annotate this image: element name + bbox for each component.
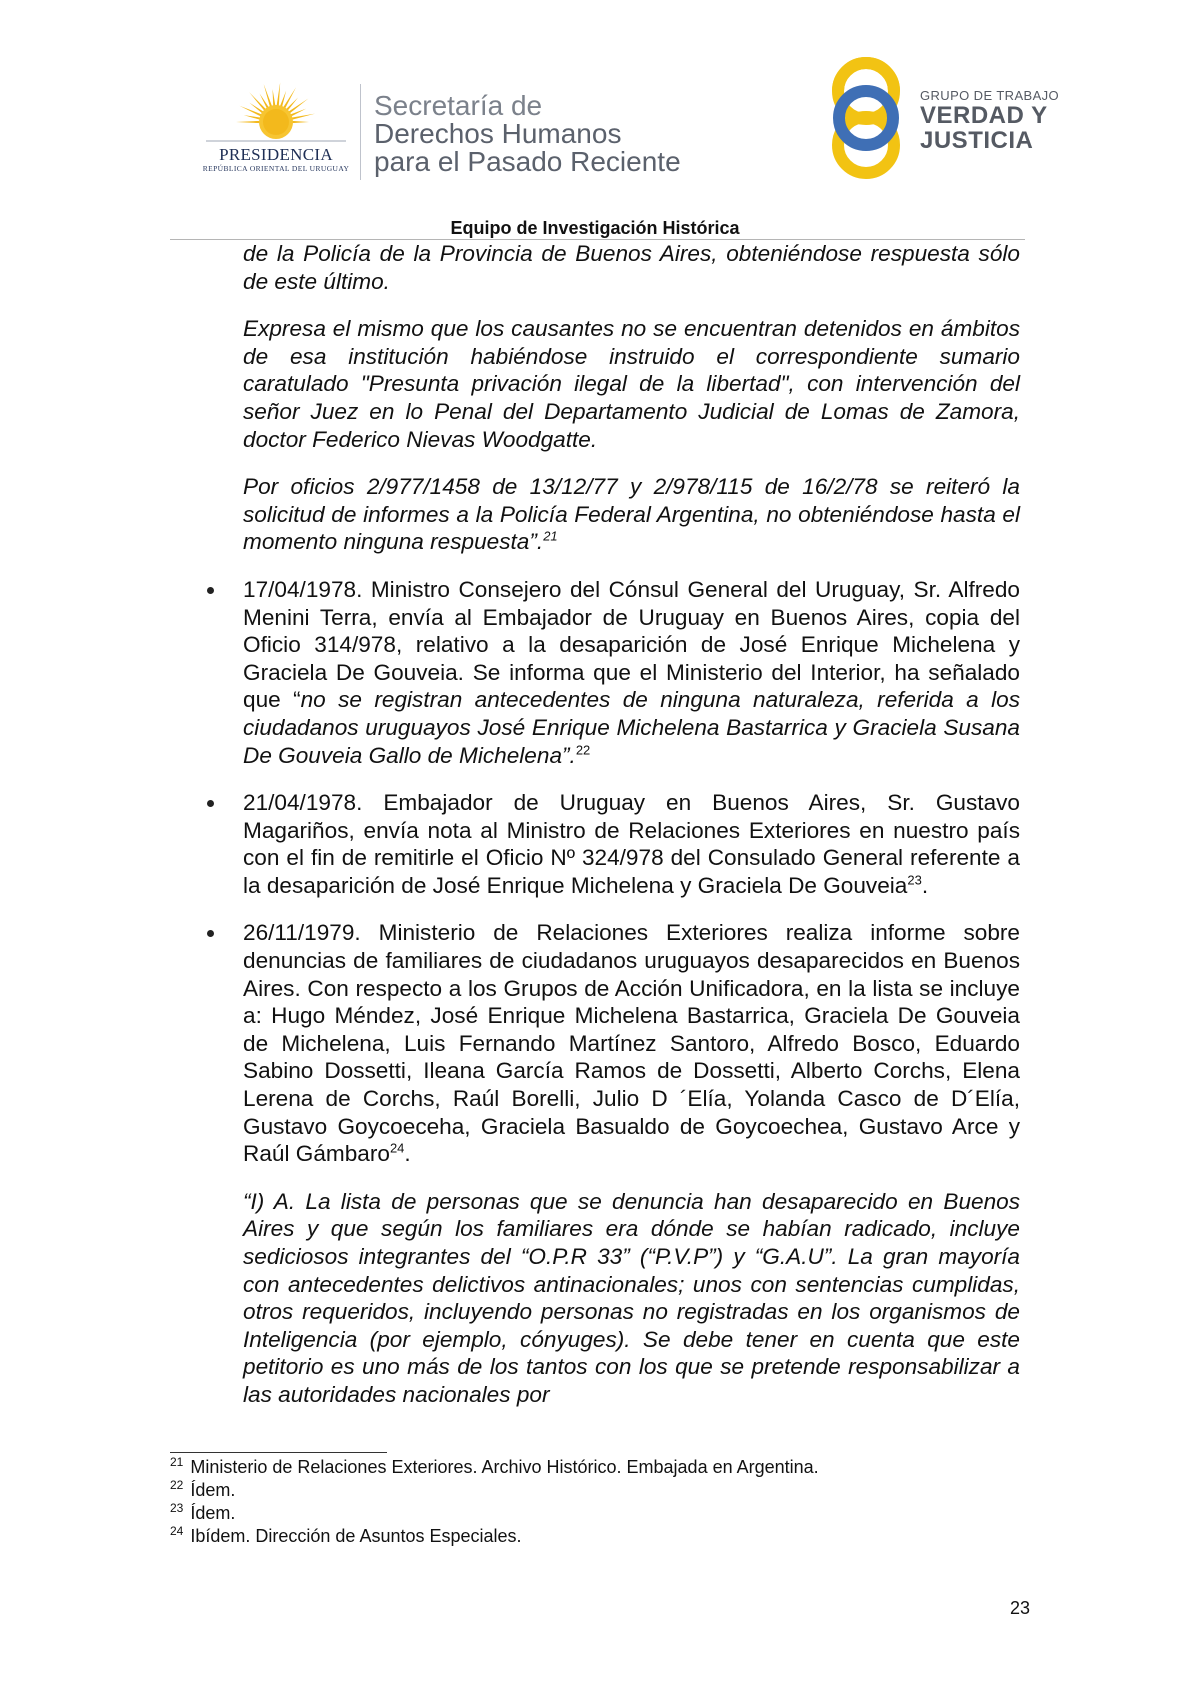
sun-ray	[283, 87, 296, 108]
footnote-number: 22	[170, 1478, 184, 1492]
sun-ray	[273, 89, 276, 106]
list-item	[243, 576, 1020, 769]
paragraph-quote-1: Expresa el mismo que los causantes no se encuentran detenidos en ámbitos de esa institución habiéndose instruido el correspondiente sumario caratulado "Presunta privación ilegal de la libertad", con intervención del señor Juez en lo Penal del Departamento Judicial de Lomas de Zamora, doctor Federico Nievas Woodgatte.	[243, 316, 1020, 452]
gtvj-small-label: GRUPO DE TRABAJO	[920, 88, 1060, 103]
list-item-text: 21/04/1978. Embajador de Uruguay en Buenos Aires, Sr. Gustavo Magariños, envía nota al Ministro de Relaciones Exteriores en nuestro país con el fin de remitirle el Oficio Nº 324/978 del Consulado General referente a la desaparición de José Enrique Michelena y Graciela De Gouveia	[243, 790, 1020, 898]
bullet-icon	[207, 930, 214, 937]
footnote-21	[170, 1456, 1030, 1479]
footnote-23	[170, 1502, 1030, 1525]
sun-ray	[277, 82, 281, 106]
footnote-number: 23	[170, 1501, 184, 1515]
sun-ray	[291, 114, 315, 120]
footnote-22	[170, 1479, 1030, 1502]
list-item-text: 26/11/1979. Ministerio de Relaciones Exteriores realiza informe sobre denuncias de familiares de ciudadanos uruguayos desaparecidos en Buenos Aires. Con respecto a los Grupos de Acción Unificadora, en la lista se incluye a: Hugo Méndez, José Enrique Michelena Bastarrica, Graciela De Gouveia de Michelena, Luis Fernando Martínez Santoro, Alfredo Bosco, Eduardo Sabino Dossetti, Ileana García Ramos de Dossetti, Alberto Corchs, Elena Lerena de Corchs, Raúl Borelli, Julio D ´Elía, Yolanda Casco de D´Elía, Gustavo Goycoeceha, Graciela Basualdo de Goycoechea, Gustavo Arce y Raúl Gámbaro	[243, 920, 1020, 1167]
sun-ray	[292, 121, 309, 123]
list-item-end: .	[921, 872, 929, 898]
page-number: 23	[1009, 1598, 1030, 1618]
footnote-separator	[170, 1452, 387, 1453]
list-item	[243, 919, 1020, 1167]
secretaria-line-3: para el Pasado Reciente	[374, 146, 681, 177]
footnote-text: Ídem.	[190, 1480, 236, 1500]
paragraph-quote-2	[243, 473, 1020, 556]
header-divider	[360, 84, 361, 180]
verdad-justicia-rings-logo	[817, 55, 915, 181]
footnote-text: Ídem.	[190, 1503, 236, 1523]
sun-ray	[244, 115, 261, 120]
gtvj-line-1: VERDAD Y	[920, 102, 1048, 129]
secretaria-line-1: Secretaría de	[374, 90, 543, 121]
footnote-ref-22[interactable]: 22	[575, 741, 591, 757]
footnote-text: Ministerio de Relaciones Exteriores. Archivo Histórico. Embajada en Argentina.	[190, 1457, 819, 1477]
paragraph-text: Por oficios 2/977/1458 de 13/12/77 y 2/978/115 de 16/2/78 se reiteró la solicitud de informes a la Policía Federal Argentina, no obteniéndose hasta el momento ninguna respuesta”.	[243, 474, 1020, 555]
footnote-number: 21	[170, 1455, 184, 1469]
presidencia-subtitle: REPÚBLICA ORIENTAL DEL URUGUAY	[202, 164, 350, 173]
footnote-ref-21[interactable]: 21	[543, 528, 558, 544]
sun-ray	[286, 97, 298, 110]
secretaria-line-2: Derechos Humanos	[374, 118, 622, 149]
footnotes	[170, 1456, 1030, 1548]
verdad-justicia-wordmark	[920, 88, 1059, 153]
list-item	[243, 789, 1020, 899]
footnote-number: 24	[170, 1524, 184, 1538]
list-item-quote: no se registran antecedentes de ninguna naturaleza, referida a los ciudadanos uruguayos José Enrique Michelena Bastarrica y Graciela Susana De Gouveia Gallo de Michelena”.	[243, 687, 1021, 768]
paragraph-continued: de la Policía de la Provincia de Buenos Aires, obteniéndose respuesta sólo de este último.	[243, 241, 1020, 294]
block-quote: “I) A. La lista de personas que se denuncia han desaparecido en Buenos Aires y que según los familiares era dónde se habían radicado, incluye sediciosos integrantes del “O.P.R 33” (“P.V.P”) y “G.A.U”. La gran mayoría con antecedentes delictivos antinacionales; unos con sentencias cumplidas, otros requeridos, incluyendo personas no registradas en los organismos de Inteligencia (por ejemplo, cónyuges). Se debe tener en cuenta que este petitorio es uno más de los tantos con los que se pretende responsabilizar a las autoridades nacionales por	[243, 1188, 1020, 1407]
footnote-ref-23[interactable]: 23	[907, 872, 922, 888]
bullet-icon	[207, 800, 214, 807]
footnote-text: Ibídem. Dirección de Asuntos Especiales.	[190, 1526, 522, 1546]
sun-ray	[239, 106, 261, 117]
presidencia-wordmark: PRESIDENCIA	[219, 145, 333, 164]
sun-ray	[236, 121, 260, 123]
page-header	[0, 0, 1190, 240]
secretaria-title	[374, 92, 681, 176]
gtvj-line-2: JUSTICIA	[920, 127, 1034, 154]
team-heading: Equipo de Investigación Histórica	[450, 218, 740, 238]
footnote-ref-24[interactable]: 24	[389, 1140, 405, 1156]
sun-ray	[249, 103, 263, 114]
footnote-24	[170, 1525, 1030, 1548]
document-body	[243, 240, 1020, 1429]
list-item-end: .	[404, 1141, 411, 1167]
bullet-icon	[207, 587, 214, 594]
list-item-text: 17/04/1978. Ministro Consejero del Cónsul General del Uruguay, Sr. Alfredo Menini Terra, envía al Embajador de Uruguay en Buenos Aires, copia del Oficio 314/978, relativo a la desaparición de José Enrique Michelena y Graciela De Gouveia. Se informa que el Ministerio del Interior, ha señalado que “	[243, 576, 1020, 713]
